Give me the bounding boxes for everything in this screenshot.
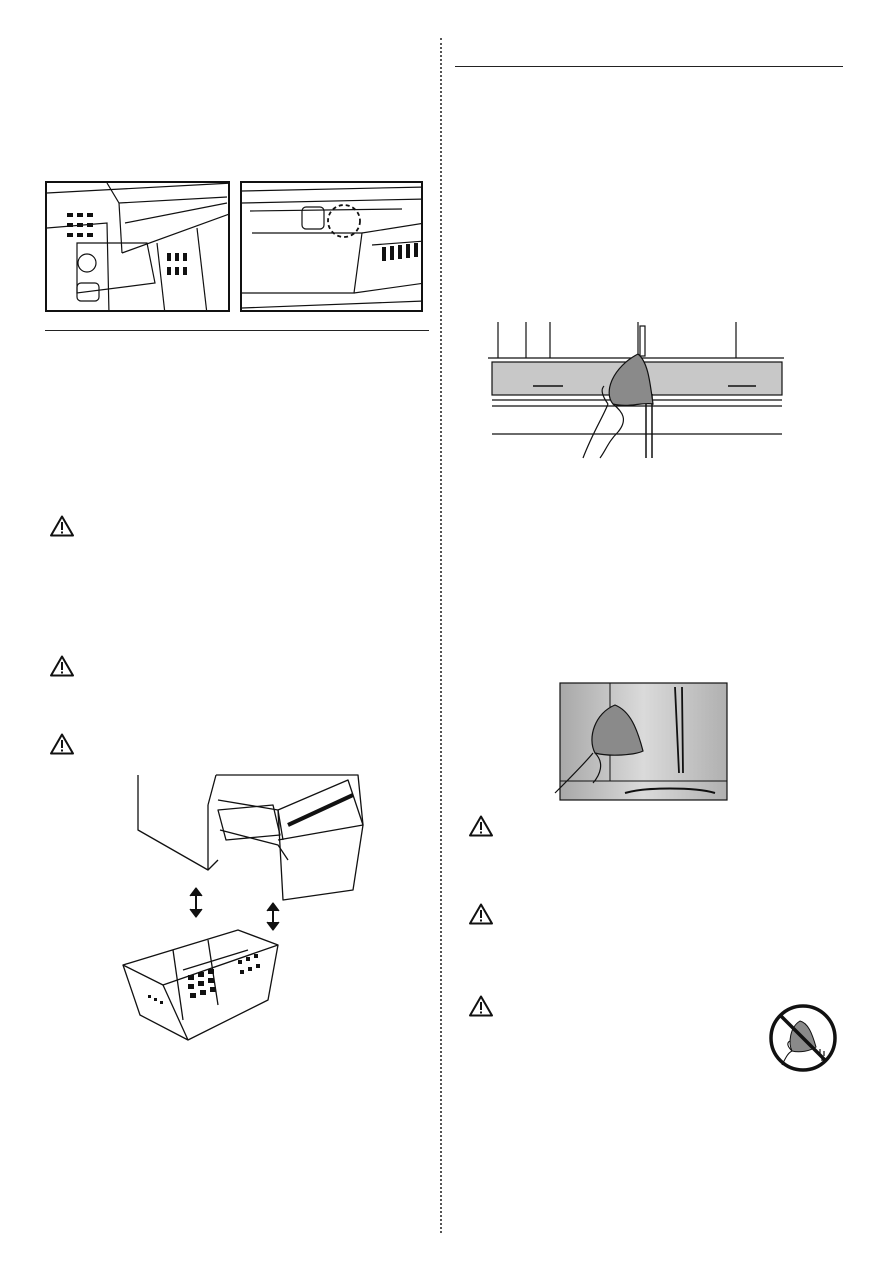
wiping-panel-with-cloth-illustration (488, 322, 784, 458)
section-rule (45, 330, 429, 331)
freezer-basket-removal-illustration (108, 770, 373, 1045)
warning-triangle-icon (50, 655, 74, 677)
basket-drawing (108, 770, 373, 1045)
column-divider (440, 38, 442, 1233)
panel-wipe-drawing (488, 322, 784, 458)
door-wipe-drawing (555, 683, 727, 800)
crisper-drawer-fastener-illustration (45, 181, 230, 312)
rail-drawing (242, 183, 423, 312)
no-wet-cloth-prohibition-icon (768, 1003, 838, 1073)
warning-triangle-icon (469, 995, 493, 1017)
drawer-rail-circled-tab-illustration (240, 181, 423, 312)
wiping-door-with-cloth-illustration (555, 683, 727, 800)
warning-triangle-icon (469, 815, 493, 837)
section-rule (455, 66, 843, 67)
fastener-drawing (47, 183, 230, 312)
warning-triangle-icon (469, 903, 493, 925)
warning-triangle-icon (50, 515, 74, 537)
warning-triangle-icon (50, 733, 74, 755)
